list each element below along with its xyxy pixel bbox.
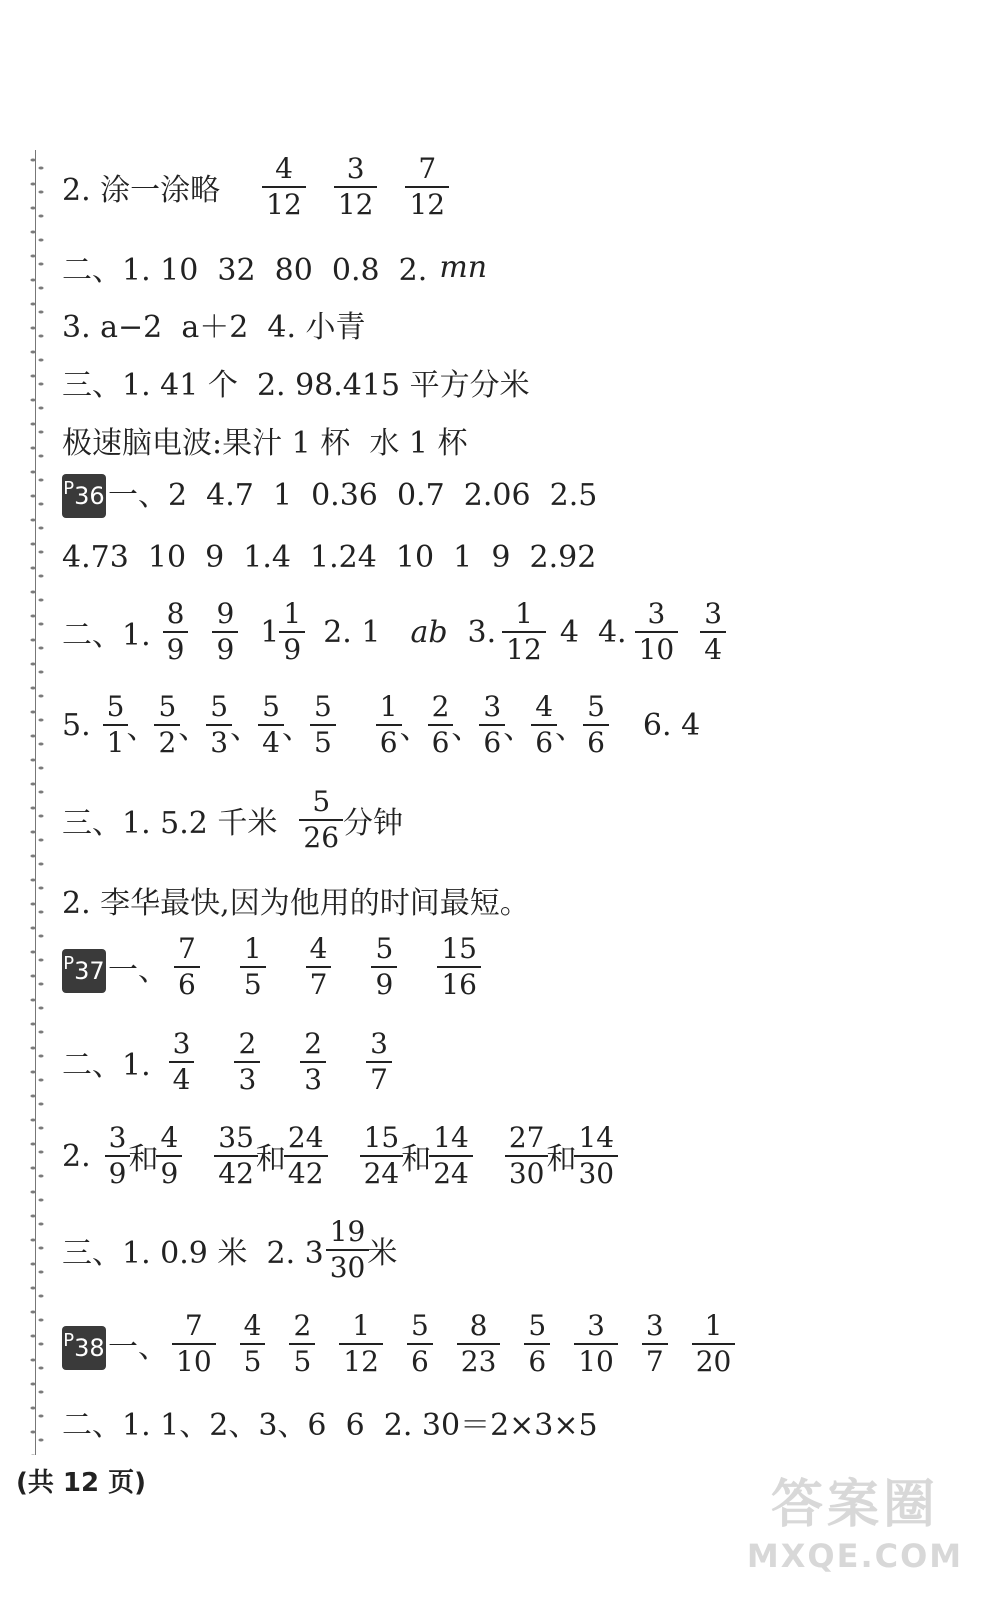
- line-text: 三、1. 41 个 2. 98.415 平方分米: [62, 368, 530, 403]
- line-text: 4.73 10 9 1.4 1.24 10 1 9 2.92: [62, 540, 597, 575]
- page-badge-37: P 37: [62, 949, 106, 993]
- line-prefix: 三、1. 5.2 千米: [62, 806, 278, 841]
- line-prefix: 一、: [108, 1330, 168, 1365]
- answer-line-8: [62, 597, 732, 666]
- fraction: $\frac{5}{26}$: [301, 788, 341, 852]
- answer-line-16: [62, 1309, 747, 1378]
- fraction: $\frac{15}{24}$: [362, 1124, 402, 1188]
- fraction: $\frac{15}{16}$: [439, 935, 479, 999]
- fraction: $\frac{5}{4}$: [260, 693, 282, 757]
- fraction: $\frac{1}{12}$: [504, 600, 544, 664]
- and-word: 和: [401, 1142, 432, 1177]
- fraction: $\frac{35}{42}$: [216, 1124, 256, 1188]
- fraction: $\frac{8}{9}$: [165, 600, 187, 664]
- fraction: $\frac{3}{10}$: [576, 1312, 616, 1376]
- fraction: $\frac{1}{5}$: [242, 935, 264, 999]
- fraction: $\frac{3}{7}$: [644, 1312, 666, 1376]
- line-prefix: 三、1. 0.9 米 2. 3: [62, 1236, 324, 1271]
- separator: 、: [503, 711, 534, 746]
- answer-line-1: [62, 152, 463, 221]
- and-word: 和: [128, 1142, 159, 1177]
- fraction: $\frac{5}{9}$: [373, 935, 395, 999]
- fraction: $\frac{2}{3}$: [236, 1030, 258, 1094]
- answer-line-14: [62, 1121, 616, 1190]
- decorative-vine-border: [26, 150, 48, 1455]
- fraction: $\frac{3}{12}$: [336, 155, 376, 219]
- fraction: $\frac{2}{5}$: [291, 1312, 313, 1376]
- fraction: $\frac{3}{6}$: [481, 693, 503, 757]
- watermark-top: 答案圈: [770, 1475, 939, 1535]
- answer-line-17: [62, 1400, 598, 1444]
- answer-line-3: [62, 302, 366, 346]
- fraction: $\frac{27}{30}$: [507, 1124, 547, 1188]
- line-text: 3. a−2 a＋2 4. 小青: [62, 310, 366, 345]
- answer-line-2: [62, 245, 487, 289]
- and-word: 和: [255, 1142, 286, 1177]
- fraction: $\frac{4}{6}$: [533, 693, 555, 757]
- separator: 、: [178, 711, 209, 746]
- answer-line-4: [62, 360, 530, 404]
- fraction: $\frac{2}{3}$: [302, 1030, 324, 1094]
- line-text: 一、2 4.7 1 0.36 0.7 2.06 2.5: [108, 478, 598, 513]
- answer-line-6: [62, 470, 597, 514]
- fraction: $\frac{5}{2}$: [156, 693, 178, 757]
- line-prefix: 二、1.: [62, 1048, 151, 1083]
- variable-mn: mn: [439, 249, 488, 285]
- fraction: $\frac{7}{6}$: [176, 935, 198, 999]
- fraction: $\frac{19}{30}$: [328, 1218, 368, 1282]
- fraction: $\frac{4}{9}$: [158, 1124, 180, 1188]
- fraction: $\frac{1}{12}$: [341, 1312, 381, 1376]
- fraction: $\frac{7}{10}$: [174, 1312, 214, 1376]
- fraction: $\frac{24}{42}$: [286, 1124, 326, 1188]
- separator: 、: [399, 711, 430, 746]
- line-text: 3.: [467, 614, 497, 650]
- fraction: $\frac{7}{12}$: [407, 155, 447, 219]
- line-text: 二、1. 10 32 80 0.8 2.: [62, 253, 428, 288]
- page-badge-36: P 36: [62, 474, 106, 518]
- line-text: 6. 4: [642, 707, 701, 743]
- page-count-footer: (共 12 页): [16, 1468, 147, 1498]
- separator: 、: [281, 711, 312, 746]
- line-text: 2. 1: [323, 614, 381, 650]
- fraction: $\frac{5}{6}$: [409, 1312, 431, 1376]
- variable-ab: ab: [410, 614, 448, 650]
- fraction: $\frac{5}{3}$: [208, 693, 230, 757]
- answer-line-12: [62, 932, 501, 1001]
- line-prefix: 2. 涂一涂略: [62, 173, 221, 208]
- line-text: 分钟: [343, 806, 404, 841]
- fraction: $\frac{9}{9}$: [214, 600, 236, 664]
- fraction: $\frac{1}{20}$: [694, 1312, 734, 1376]
- fraction: $\frac{3}{4}$: [171, 1030, 193, 1094]
- fraction: $\frac{5}{5}$: [312, 693, 334, 757]
- page-badge-38: P 38: [62, 1326, 106, 1370]
- answer-line-7: [62, 540, 596, 575]
- fraction: $\frac{1}{6}$: [378, 693, 400, 757]
- fraction: $\frac{4}{7}$: [308, 935, 330, 999]
- fraction: $\frac{4}{12}$: [264, 155, 304, 219]
- line-text: 米: [367, 1236, 398, 1271]
- separator: 、: [230, 711, 261, 746]
- line-prefix: 一、: [108, 953, 168, 988]
- and-word: 和: [546, 1142, 577, 1177]
- line-text: 4 4.: [559, 614, 627, 650]
- line-text: 极速脑电波:果汁 1 杯 水 1 杯: [62, 426, 468, 461]
- line-prefix: 二、1.: [62, 618, 151, 653]
- fraction: $\frac{3}{4}$: [702, 600, 724, 664]
- fraction: $\frac{4}{5}$: [242, 1312, 264, 1376]
- separator: 、: [126, 711, 157, 746]
- watermark-logo: [730, 1462, 980, 1592]
- mixed-whole: 1: [260, 614, 280, 650]
- fraction: $\frac{3}{10}$: [637, 600, 677, 664]
- separator: 、: [555, 711, 586, 746]
- fraction: $\frac{1}{9}$: [281, 600, 303, 664]
- line-text: 2. 李华最快,因为他用的时间最短。: [62, 886, 530, 921]
- fraction: $\frac{2}{6}$: [430, 693, 452, 757]
- watermark-bottom: MXQE.COM: [746, 1537, 964, 1575]
- answer-line-9: [62, 690, 701, 759]
- fraction: $\frac{8}{23}$: [459, 1312, 499, 1376]
- fraction: $\frac{14}{30}$: [576, 1124, 616, 1188]
- separator: 、: [451, 711, 482, 746]
- line-prefix: 5.: [62, 707, 91, 743]
- answer-line-15: [62, 1215, 398, 1284]
- answer-line-5: [62, 418, 468, 462]
- fraction: $\frac{5}{6}$: [585, 693, 607, 757]
- line-text: 二、1. 1、2、3、6 6 2. 30＝2×3×5: [62, 1408, 598, 1443]
- fraction: $\frac{3}{9}$: [107, 1124, 129, 1188]
- answer-line-10: [62, 785, 404, 854]
- fraction: $\frac{5}{6}$: [526, 1312, 548, 1376]
- line-prefix: 2.: [62, 1138, 91, 1174]
- fraction: $\frac{14}{24}$: [431, 1124, 471, 1188]
- fraction: $\frac{5}{1}$: [105, 693, 127, 757]
- fraction: $\frac{3}{7}$: [368, 1030, 390, 1094]
- answer-line-13: [62, 1027, 412, 1096]
- answer-line-11: [62, 878, 530, 922]
